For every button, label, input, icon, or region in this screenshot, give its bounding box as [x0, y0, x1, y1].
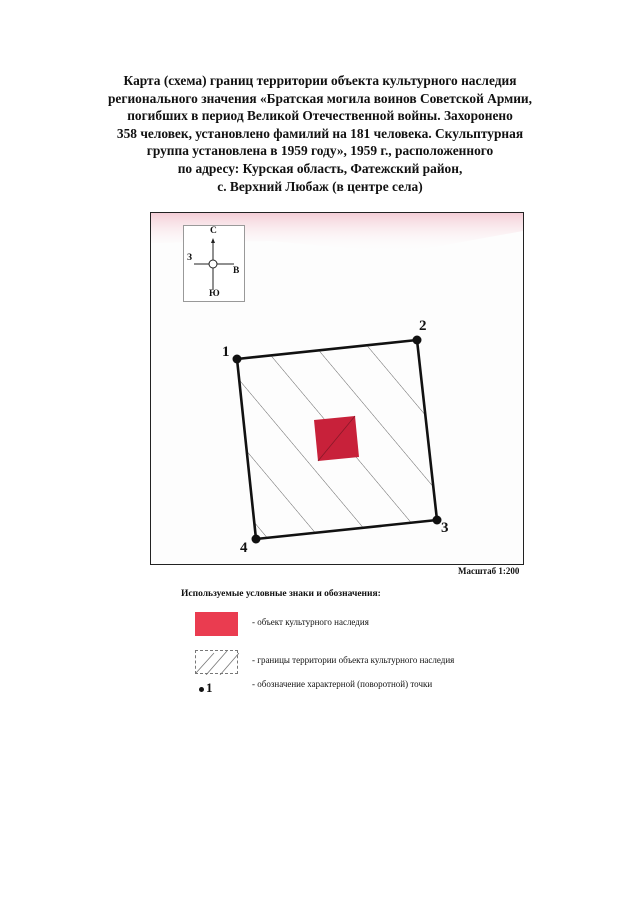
map-title — [60, 72, 580, 195]
title-line: Карта (схема) границ территории объекта культурного наследия — [123, 73, 517, 88]
title-line: с. Верхний Любаж (в центре села) — [217, 178, 423, 194]
legend-label-point: - обозначение характерной (поворотной) точки — [252, 679, 433, 689]
compass-east: В — [233, 266, 240, 276]
hatch-pattern-icon — [196, 651, 239, 675]
title-line: группа установлена в 1959 году», 1959 г., расположенного — [146, 143, 494, 159]
point-label-4: 4 — [240, 540, 248, 556]
compass-north: С — [210, 226, 217, 236]
title-line: регионального значения «Братская могила воинов Советской Армии, — [107, 90, 532, 106]
legend-point-number: 1 — [206, 680, 213, 695]
title-line: 358 человек, установлено фамилий на 181 человека. Скульптурная — [116, 125, 524, 141]
compass-south: Ю — [209, 289, 220, 299]
boundary-point-2 — [413, 336, 422, 345]
point-label-1: 1 — [222, 344, 230, 360]
legend-swatch-object — [195, 612, 238, 636]
legend-swatch-boundary — [195, 650, 238, 674]
point-label-2: 2 — [419, 318, 427, 334]
map-scale: Масштаб 1:200 — [458, 566, 520, 576]
legend-title: Используемые условные знаки и обозначения: — [181, 589, 381, 599]
compass-rose — [183, 225, 245, 302]
point-dot-icon — [199, 687, 204, 692]
title-line: погибших в период Великой Отечественной войны. Захоронено — [127, 108, 513, 124]
boundary-point-4 — [252, 535, 261, 544]
compass-west: З — [187, 253, 193, 263]
legend-label-object: - объект культурного наследия — [252, 617, 369, 627]
legend-label-boundary: - границы территории объекта культурного наследия — [252, 655, 455, 665]
legend-point-mark — [199, 680, 213, 696]
boundary-point-1 — [233, 355, 242, 364]
point-label-3: 3 — [441, 520, 449, 536]
title-line: по адресу: Курская область, Фатежский район, — [177, 160, 463, 176]
